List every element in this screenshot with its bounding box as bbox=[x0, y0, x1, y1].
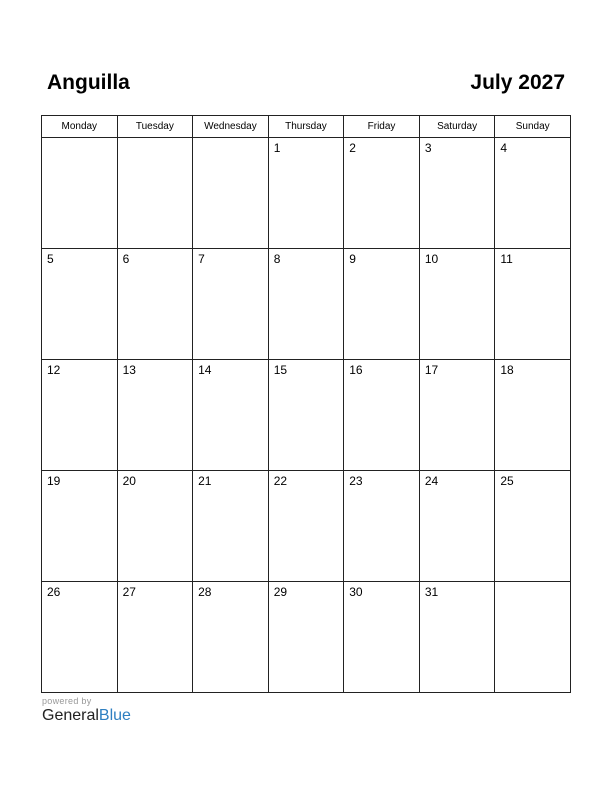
weekday-thursday: Thursday bbox=[268, 116, 344, 138]
day-cell bbox=[117, 582, 193, 693]
week-row bbox=[42, 249, 571, 360]
day-cell bbox=[42, 138, 118, 249]
day-cell bbox=[117, 249, 193, 360]
day-number: 20 bbox=[122, 474, 136, 488]
day-number: 24 bbox=[424, 474, 439, 488]
brand-blue: Blue bbox=[98, 707, 131, 724]
day-cell bbox=[268, 582, 344, 693]
day-number: 5 bbox=[47, 252, 54, 266]
day-number: 10 bbox=[424, 252, 439, 266]
weekday-tuesday: Tuesday bbox=[117, 116, 193, 138]
day-number bbox=[193, 138, 268, 141]
day-number: 12 bbox=[47, 363, 61, 377]
footer-branding bbox=[42, 696, 131, 725]
day-number: 13 bbox=[122, 363, 136, 377]
day-number: 14 bbox=[198, 363, 212, 377]
day-cell bbox=[42, 360, 118, 471]
day-number: 1 bbox=[273, 141, 281, 155]
day-cell bbox=[495, 249, 571, 360]
day-cell bbox=[193, 138, 269, 249]
weekday-header-row bbox=[42, 116, 571, 138]
day-cell bbox=[495, 582, 571, 693]
day-number: 3 bbox=[424, 141, 432, 155]
day-cell bbox=[193, 582, 269, 693]
weekday-sunday: Sunday bbox=[495, 116, 571, 138]
day-number: 15 bbox=[273, 363, 288, 377]
day-cell bbox=[495, 360, 571, 471]
day-number bbox=[495, 582, 570, 585]
day-cell bbox=[193, 360, 269, 471]
calendar-grid bbox=[41, 115, 571, 693]
day-cell bbox=[42, 582, 118, 693]
day-number: 9 bbox=[349, 252, 356, 266]
month-year-title: July 2027 bbox=[470, 71, 565, 94]
day-number: 4 bbox=[500, 141, 508, 155]
day-number: 26 bbox=[47, 585, 61, 599]
day-cell bbox=[268, 360, 344, 471]
day-number: 2 bbox=[349, 141, 356, 155]
weekday-saturday: Saturday bbox=[419, 116, 495, 138]
day-cell bbox=[495, 138, 571, 249]
day-number bbox=[118, 138, 193, 141]
day-cell bbox=[344, 582, 420, 693]
generalblue-logo bbox=[42, 707, 131, 725]
day-cell bbox=[419, 138, 495, 249]
weekday-monday: Monday bbox=[42, 116, 118, 138]
day-cell bbox=[42, 249, 118, 360]
day-cell bbox=[193, 249, 269, 360]
day-cell bbox=[193, 471, 269, 582]
day-cell bbox=[419, 360, 495, 471]
brand-general: General bbox=[42, 707, 99, 724]
day-cell bbox=[268, 471, 344, 582]
day-number: 25 bbox=[500, 474, 514, 488]
week-row bbox=[42, 582, 571, 693]
day-number: 21 bbox=[198, 474, 212, 488]
day-number: 22 bbox=[273, 474, 288, 488]
day-cell bbox=[42, 471, 118, 582]
day-cell bbox=[495, 471, 571, 582]
day-number: 19 bbox=[47, 474, 61, 488]
day-number: 30 bbox=[349, 585, 363, 599]
day-number: 28 bbox=[198, 585, 212, 599]
day-cell bbox=[268, 249, 344, 360]
day-cell bbox=[117, 471, 193, 582]
week-row bbox=[42, 360, 571, 471]
day-cell bbox=[268, 138, 344, 249]
day-number: 23 bbox=[349, 474, 363, 488]
day-cell bbox=[117, 360, 193, 471]
day-number: 8 bbox=[273, 252, 281, 266]
day-cell bbox=[344, 138, 420, 249]
powered-by-text: powered by bbox=[42, 696, 92, 706]
day-number: 7 bbox=[198, 252, 205, 266]
day-number: 29 bbox=[273, 585, 288, 599]
week-row bbox=[42, 138, 571, 249]
day-cell bbox=[344, 249, 420, 360]
day-number: 11 bbox=[500, 252, 513, 266]
weekday-wednesday: Wednesday bbox=[193, 116, 269, 138]
week-row bbox=[42, 471, 571, 582]
day-cell bbox=[344, 360, 420, 471]
weekday-friday: Friday bbox=[344, 116, 420, 138]
day-cell bbox=[117, 138, 193, 249]
day-number: 17 bbox=[424, 363, 439, 377]
day-cell bbox=[344, 471, 420, 582]
day-cell bbox=[419, 582, 495, 693]
day-number: 16 bbox=[349, 363, 363, 377]
day-number: 18 bbox=[500, 363, 514, 377]
day-number: 27 bbox=[122, 585, 136, 599]
region-title: Anguilla bbox=[47, 71, 130, 94]
day-cell bbox=[419, 471, 495, 582]
day-number bbox=[42, 138, 117, 141]
day-cell bbox=[419, 249, 495, 360]
day-number: 31 bbox=[424, 585, 439, 599]
day-number: 6 bbox=[122, 252, 130, 266]
